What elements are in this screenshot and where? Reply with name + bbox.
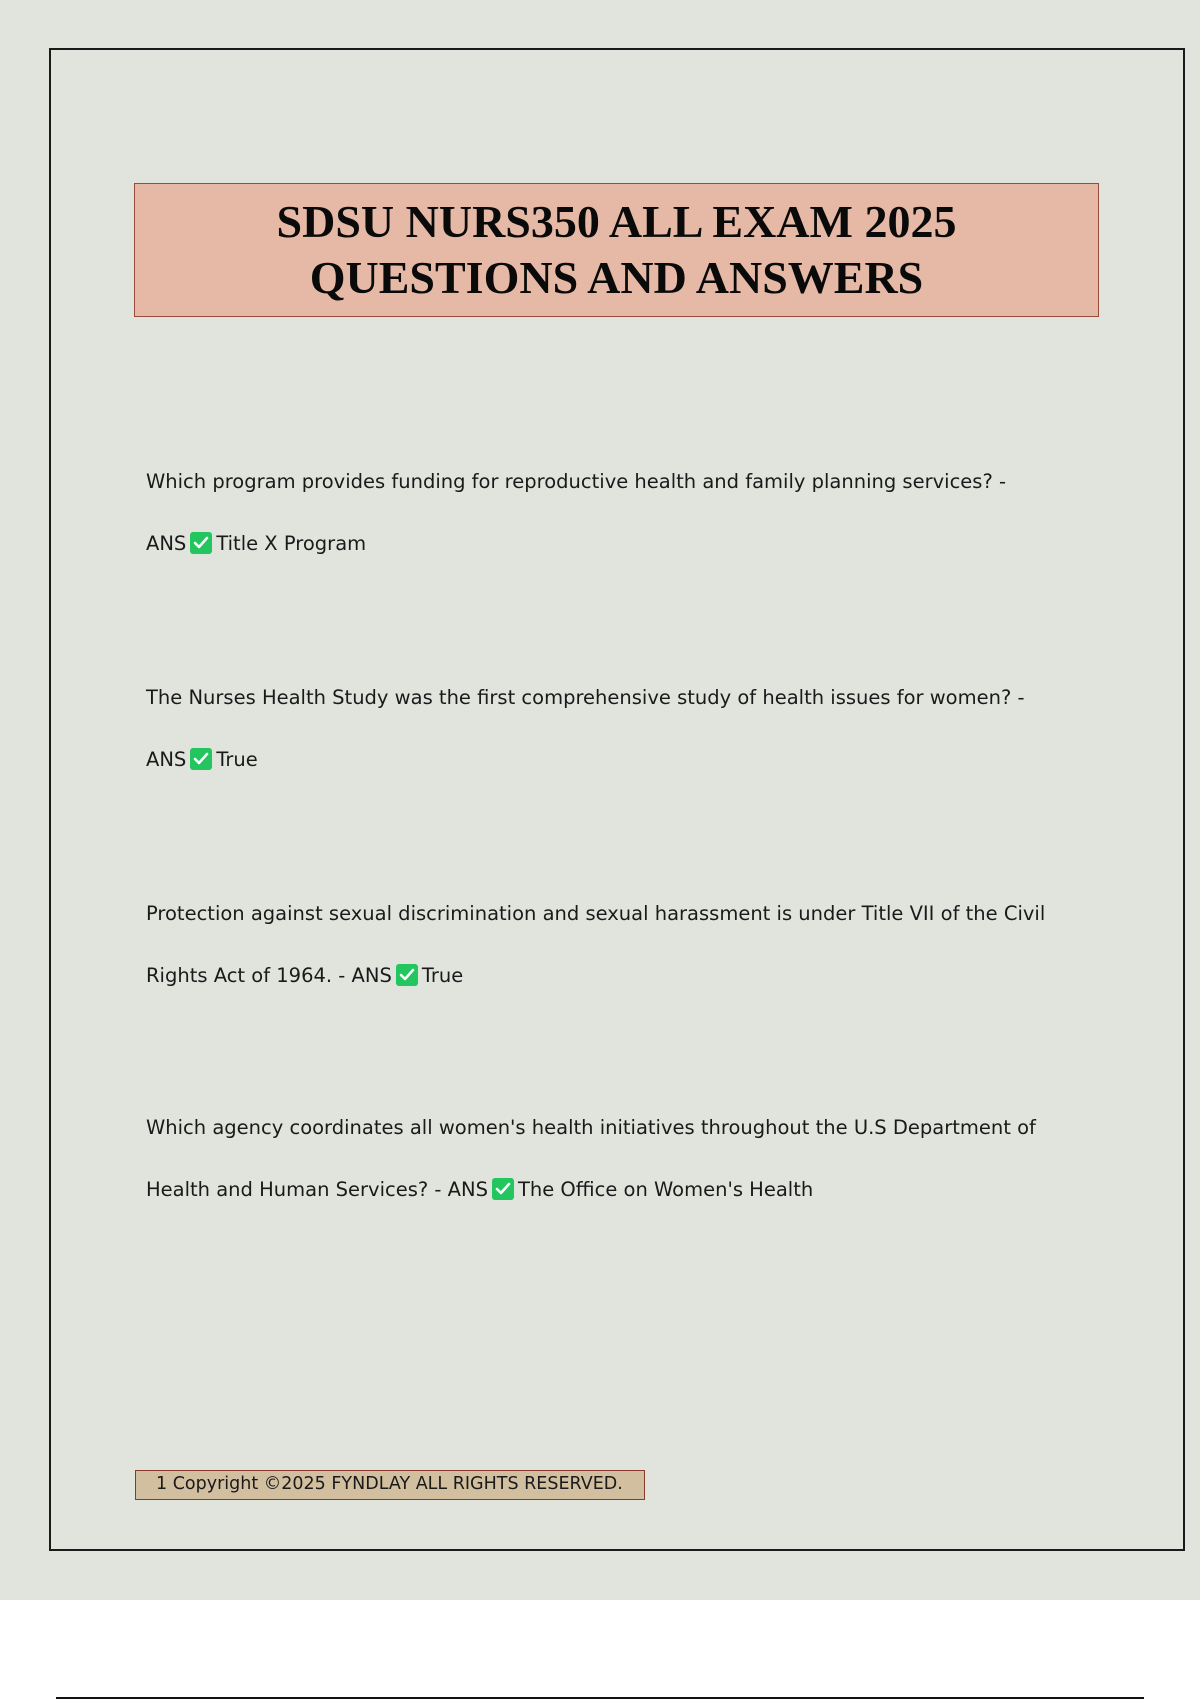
question-text: Protection against sexual discrimination and sexual harassment is under Title VII of the Civil (146, 902, 1046, 925)
qa-item (146, 883, 1066, 1007)
answer-line (146, 945, 1066, 1007)
answer-prefix: ANS (146, 748, 187, 771)
answer-line (146, 513, 1066, 575)
question-text: The Nurses Health Study was the first comprehensive study of health issues for women? - (146, 686, 1025, 709)
qa-item (146, 1097, 1066, 1221)
answer-prefix: Rights Act of 1964. - ANS (146, 964, 392, 987)
title-line-2: QUESTIONS AND ANSWERS (309, 252, 924, 303)
qa-item (146, 451, 1066, 575)
answer-text: True (216, 748, 258, 771)
question-text: Which program provides funding for reproductive health and family planning services? - (146, 470, 1007, 493)
answer-prefix: Health and Human Services? - ANS (146, 1178, 488, 1201)
answer-text: True (421, 964, 464, 987)
answer-line (146, 729, 1066, 791)
title-line-1: SDSU NURS350 ALL EXAM 2025 (276, 196, 957, 247)
answer-line (146, 1159, 1066, 1221)
check-mark-icon (190, 532, 212, 554)
qa-item (146, 667, 1066, 791)
check-mark-icon (492, 1178, 514, 1200)
answer-text: Title X Program (216, 532, 367, 555)
bottom-divider (56, 1697, 1144, 1699)
title-banner (134, 183, 1099, 317)
question-text: Which agency coordinates all women's health initiatives throughout the U.S Department of (146, 1116, 1036, 1139)
answer-text: The Office on Women's Health (517, 1178, 814, 1201)
check-mark-icon (396, 964, 418, 986)
answer-prefix: ANS (146, 532, 187, 555)
check-mark-icon (190, 748, 212, 770)
copyright-footer: 1 Copyright ©2025 FYNDLAY ALL RIGHTS RESERVED. (135, 1470, 645, 1500)
